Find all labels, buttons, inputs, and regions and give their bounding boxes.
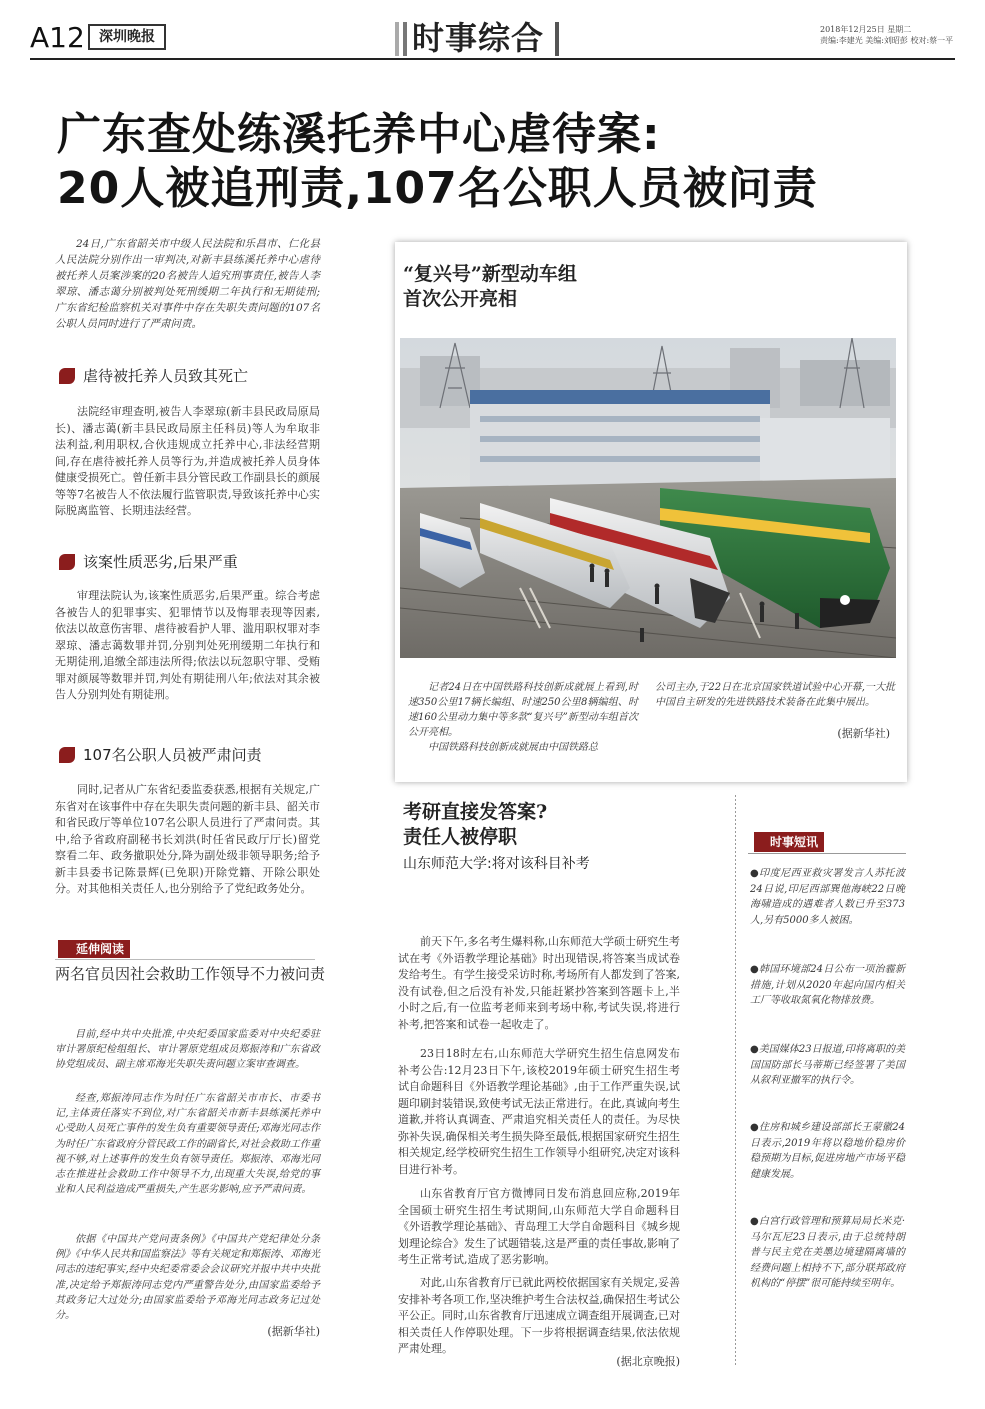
subhead-1: 虐待被托养人员致其死亡 [55,366,320,386]
brief-item: ●印度尼西亚救灾署发言人苏托波24日说,印尼西部巽他海峡22日晚海啸造成的遇难者人数已升至373人,另有5000多人被困。 [750,868,905,926]
lead-intro: 24日,广东省韶关市中级人民法院和乐昌市、仁化县人民法院分别作出一审判决,对新丰县练溪托养中心虐待被托养人员案涉案的20名被告人追究刑事责任,被告人李翠琼、潘志蔼分别被判处死刑缓期二年执行和无期徒刑;广东省纪检监察机关对事件中存在失职失责问题的107名公职人员同时进行了严肃问责。 [55,238,320,330]
extension-para-3: 依据《中国共产党问责条例》《中国共产党纪律处分条例》《中华人民共和国监察法》等有关规定和郑振涛、邓海光同志的违纪事实,经中央纪委常委会会议研究并报中共中央批准,决定给予郑振涛同志党内严重警告处分,由国家监委给予其政务记大过处分;由国家监委给予邓海光同志政务记过处分。 [55,1234,320,1322]
headline-line-1: 广东查处练溪托养中心虐待案: [57,109,661,160]
photo-credit: (据新华社) [837,727,890,740]
photo-caption-left: 记者24日在中国铁路科技创新成就展上看到,时速350公里17辆长编组、时速250公里8辆编组、时速160公里动力集中等多款“复兴号”新型动车组首次公开亮相。 [408,682,638,738]
subhead-2: 该案性质恶劣,后果严重 [55,552,320,572]
photo-title-line-1: “复兴号”新型动车组 [403,263,577,285]
staff-credits: 责编:李建光 美编:刘昭彭 校对:蔡一平 [820,36,954,45]
exam-credit: (据北京晚报) [616,1355,680,1368]
lead-para-2: 审理法院认为,该案性质恶劣,后果严重。综合考虑各被告人的犯罪事实、犯罪情节以及悔罪表现等因素,依法以故意伤害罪、虐待被看护人罪、滥用职权罪对李翠琼、潘志蔼数罪并罚,分别判处死刑缓期二年执行和无期徒刑,追缴全部违法所得;依法以玩忽职守罪、受贿罪对颜展等数罪并罚,判处有期徒刑八年;依法对其余被告人分别判处有期徒刑。 [55,589,320,701]
photo-story-title [403,262,803,312]
brief-item: ●韩国环境部24日公布一项治霾新措施,计划从2020年起向国内相关工厂等收取氮氧化物排放费。 [750,964,905,1006]
section-bar-left-2 [403,22,407,56]
exam-para-1: 前天下午,多名考生爆料称,山东师范大学硕士研究生考试在考《外语教学理论基础》时出现错误,将答案当成试卷发给考生。有学生接受采访时称,考场所有人都发到了答案,没有试卷,但之后没有补发,只能赶紧抄答案到答题卡上,半小时之后,有一位监考老师来到考场中称,考试失误,将进行补考,把答案和试卷一起收走了。 [398,935,680,1031]
exam-title-line-1: 考研直接发答案? [403,801,548,823]
train-illustration [400,338,896,658]
section-bar-left [395,22,399,56]
lead-para-3: 同时,记者从广东省纪委监委获悉,根据有关规定,广东省对在该事件中存在失职失责问题的新丰县、韶关市和省民政厅等单位107名公职人员进行了严肃问责。其中,给予省政府副秘书长刘洪(时任省民政厅厅长)留党察看二年、政务撤职处分,降为副处级非领导职务;给予新丰县委书记陈景辉(已免职)开除党籍、开除公职处分。对其他相关责任人,也分别给予了党纪政务处分。 [55,783,320,895]
exam-para-4: 对此,山东省教育厅已就此两校依据国家有关规定,妥善安排补考各项工作,坚决维护考生合法权益,确保招生考试公平公正。同时,山东省教育厅迅速成立调查组开展调查,已对相关责任人作停职处理。下一步将根据调查结果,依法依规严肃处理。 [398,1276,680,1355]
header-rule [30,58,955,60]
brief-item: ●住房和城乡建设部部长王蒙徽24日表示,2019年将以稳地价稳房价稳预期为目标,促进房地产市场平稳健康发展。 [750,1122,905,1180]
column-divider [735,795,736,1365]
lead-headline [57,108,937,216]
section-bar-right [555,22,559,56]
photo-caption-right: 公司主办,于22日在北京国家铁道试验中心开幕,一大批中国自主研发的先进铁路技术装备在此集中展出。 [655,682,895,708]
extension-title: 两名官员因社会救助工作领导不力被问责 [55,965,326,983]
brief-item: ●美国媒体23日报道,印将离职的美国国防部长马蒂斯已经签署了美国从叙利亚撤军的执行令。 [750,1044,905,1086]
briefs-tag: 时事短讯 [754,832,824,852]
extension-para-2: 经查,郑振涛同志作为时任广东省韶关市市长、市委书记,主体责任落实不到位,对广东省韶关市新丰县练溪托养中心受助人员死亡事件的发生负有重要领导责任;邓海光同志作为时任广东省政府分管民政工作的副省长,对社会救助工作重视不够,对上述事件的发生负有领导责任。郑振涛、邓海光同志在推进社会救助工作中领导不力,出现重大失误,给党的事业和人民利益造成严重损失,产生恶劣影响,应予严肃问责。 [55,1093,320,1196]
train-photo [400,338,896,658]
date-line [820,24,955,46]
extension-credit: (据新华社) [267,1325,320,1338]
section-name: 时事综合 [412,19,545,57]
page-number: A12 [30,21,85,54]
photo-caption-left-2: 中国铁路科技创新成就展由中国铁路总 [428,742,598,753]
extension-tag: 延伸阅读 [58,940,130,958]
photo-title-line-2: 首次公开亮相 [403,288,518,310]
exam-story-subtitle: 山东师范大学:将对该科目补考 [403,856,590,872]
exam-title-line-2: 责任人被停职 [403,826,518,848]
subhead-3: 107名公职人员被严肃问责 [55,745,320,765]
extension-para-1: 目前,经中共中央批准,中央纪委国家监委对中央纪委驻审计署原纪检组组长、审计署原党组成员郑振涛和广东省政协党组成员、副主席邓海光失职失责问题立案审查调查。 [55,1029,320,1071]
paper-logo: 深圳晚报 [88,24,166,50]
brief-item: ●白宫行政管理和预算局局长米克·马尔瓦尼23日表示,由于总统特朗普与民主党在美墨边境建隔离墙的经费问题上相持不下,部分联邦政府机构的“停摆”很可能持续至明年。 [750,1216,905,1289]
exam-para-3: 山东省教育厅官方微博同日发布消息回应称,2019年全国硕士研究生招生考试期间,山东师范大学自命题科目《外语教学理论基础》、青岛理工大学自命题科目《城乡规划理论综合》发生了试题错装,这是严重的责任事故,影响了考生正常考试,造成了恶劣影响。 [398,1187,680,1266]
issue-date: 2018年12月25日 星期二 [820,25,912,34]
headline-line-2: 20人被追刑责,107名公职人员被问责 [57,163,818,214]
lead-para-1: 法院经审理查明,被告人李翠琼(新丰县民政局原局长)、潘志蔼(新丰县民政局原主任科员)等人为牟取非法利益,利用职权,合伙违规成立托养中心,非法经营期间,存在虐待被托养人员等行为,并造成被托养人员身体健康受损死亡。曾任新丰县分管民政工作副县长的颜展等等7名被告人不依法履行监管职责,导致该托养中心实际脱离监管、长期违法经营。 [55,405,320,517]
exam-story-title [403,800,703,850]
exam-para-2: 23日18时左右,山东师范大学研究生招生信息网发布补考公告:12月23日下午,该校2019年硕士研究生招生考试自命题科目《外语教学理论基础》,由于工作严重失误,试题印刷封装错误,致使考试无法正常进行。在此,真诚向考生道歉,并将认真调查、严肃追究相关责任人的责任。为尽快弥补失误,确保相关考生损失降至最低,根据国家研究生招生相关规定,经学校研究生招生工作领导小组研究,决定对该科目进行补考。 [398,1047,680,1176]
